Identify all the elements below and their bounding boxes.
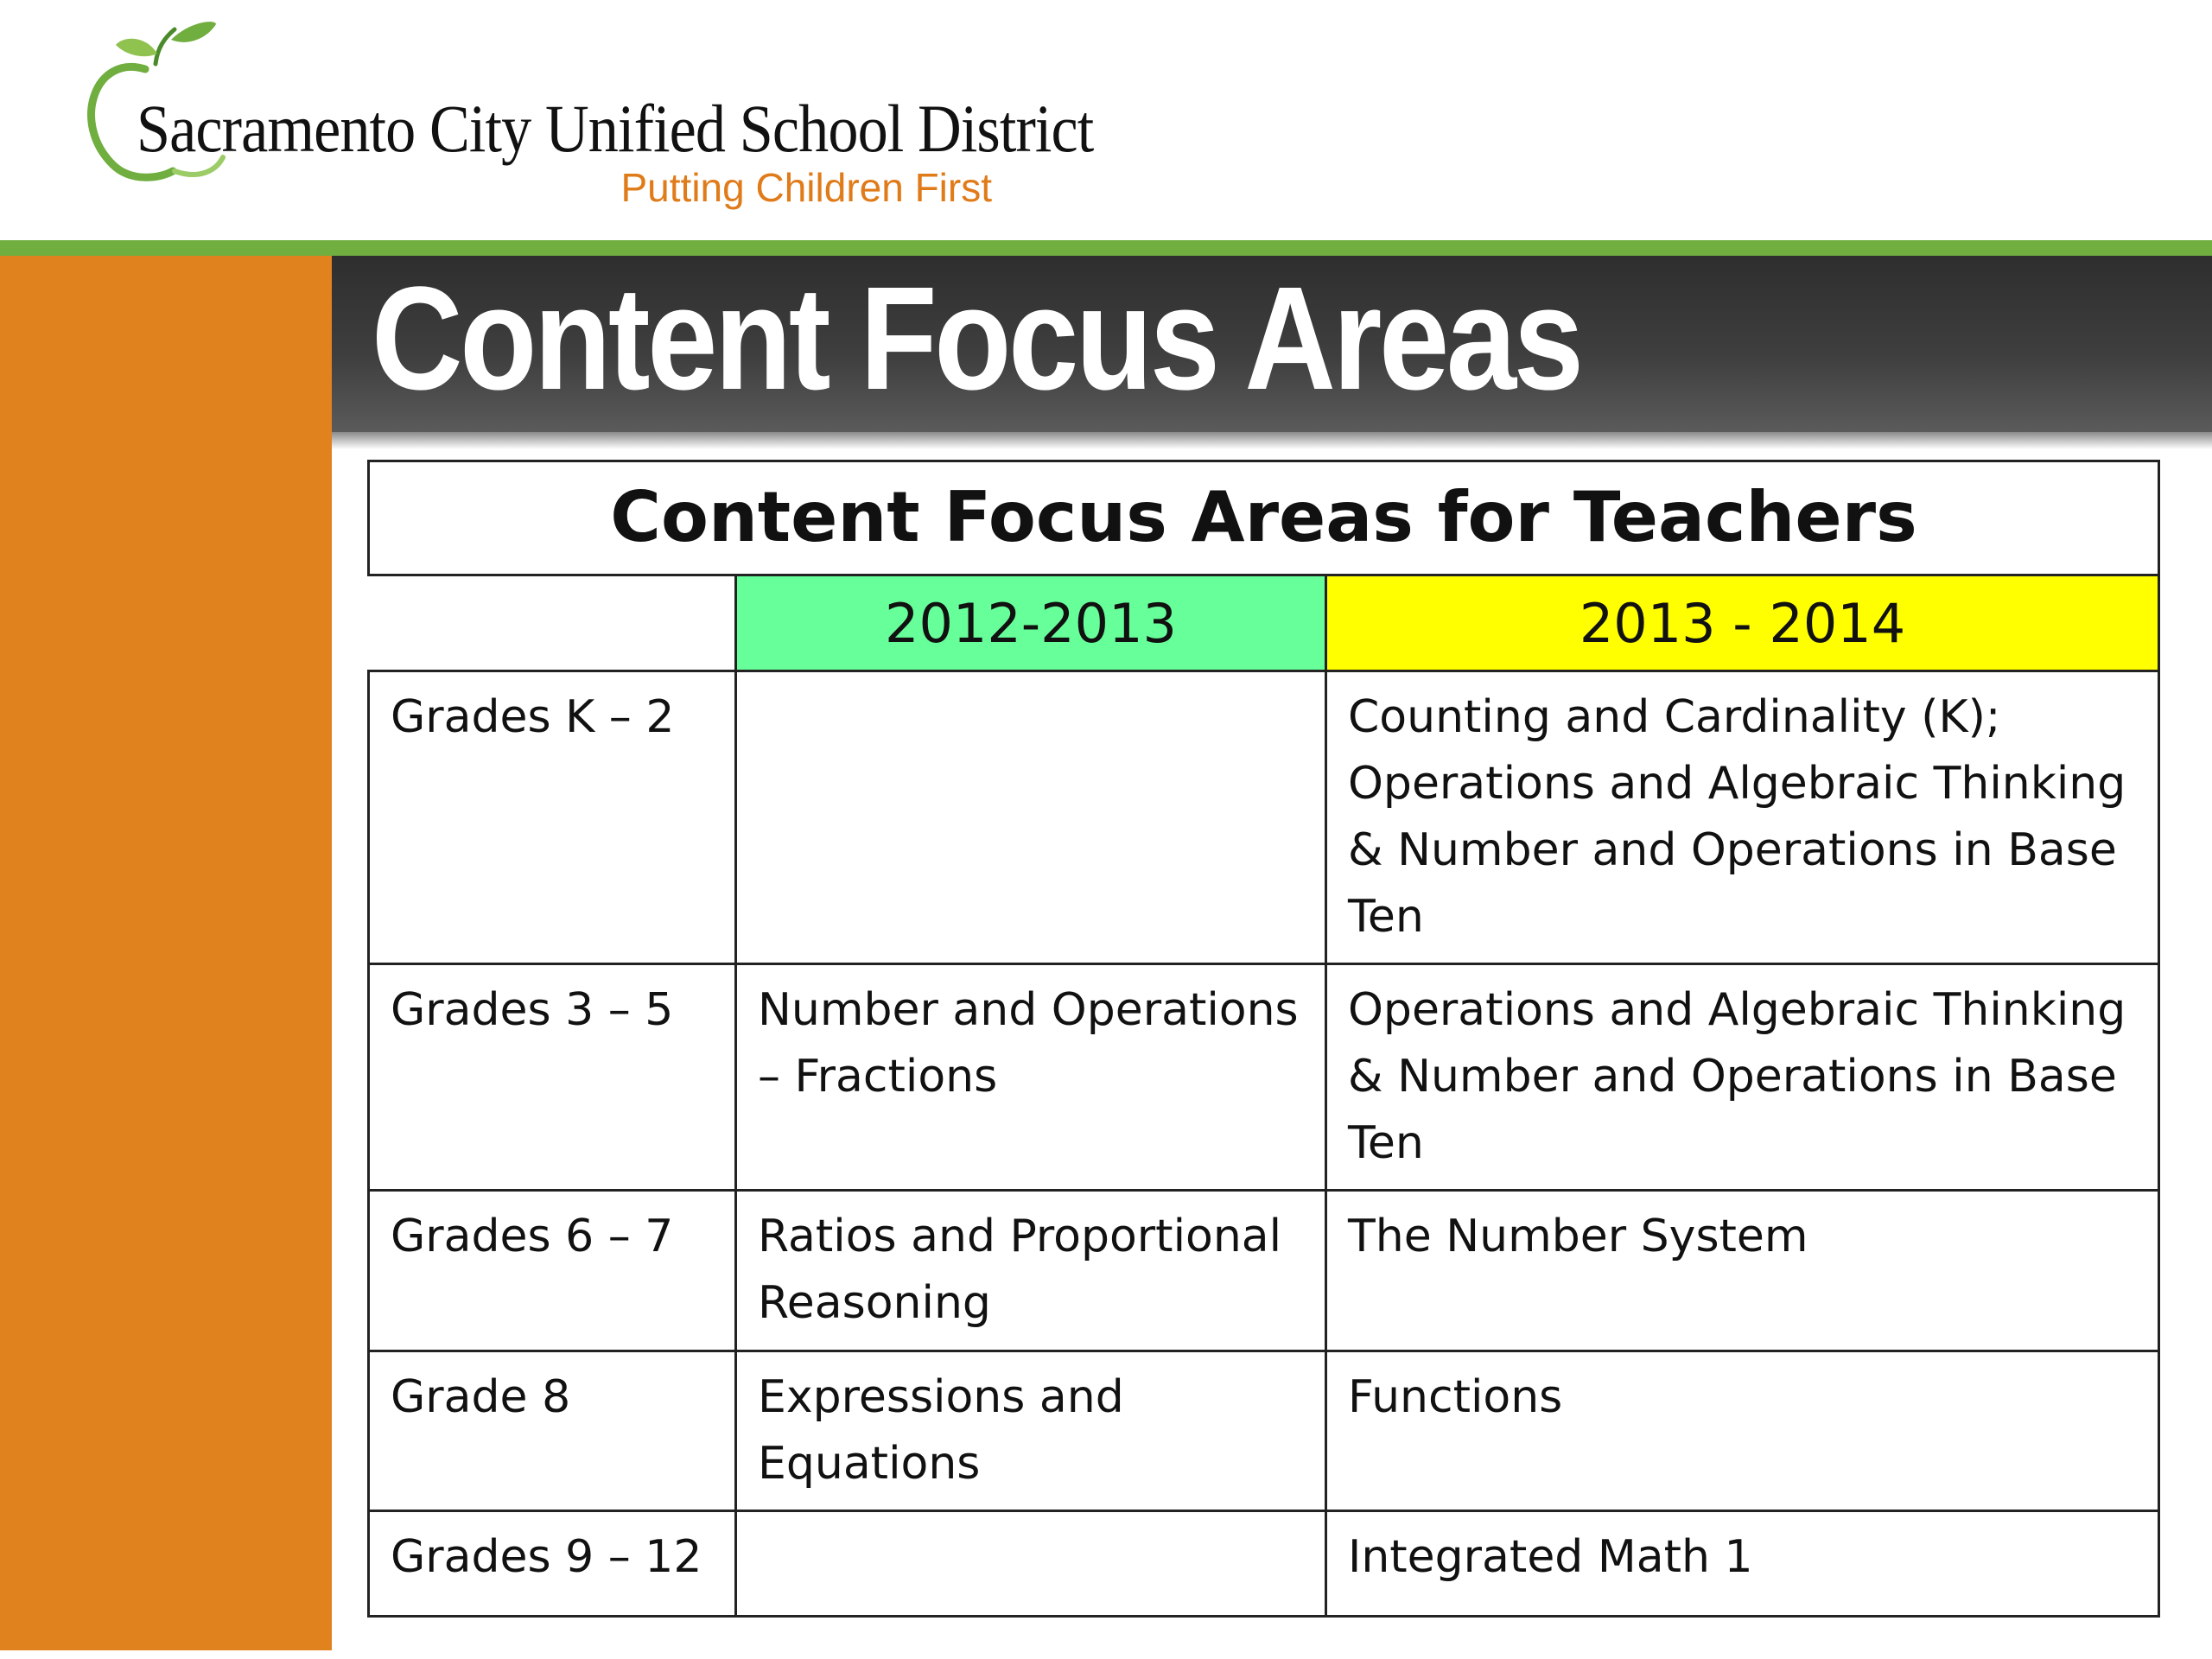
focus-2012-cell: Ratios and Proportional Reasoning	[736, 1191, 1326, 1351]
table-header-row	[369, 575, 2159, 671]
header	[0, 0, 2212, 240]
slide-title: Content Focus Areas	[372, 257, 1581, 421]
table-row	[369, 1351, 2159, 1511]
district-logo	[78, 19, 1094, 218]
table-row	[369, 671, 2159, 964]
title-banner-shadow	[332, 432, 2212, 449]
focus-2012-cell	[736, 1511, 1326, 1617]
grade-cell: Grades K – 2	[369, 671, 736, 964]
focus-2012-cell	[736, 671, 1326, 964]
focus-areas-table	[367, 460, 2160, 1618]
column-header-2012-2013: 2012-2013	[736, 575, 1326, 671]
focus-2013-cell: Operations and Algebraic Thinking & Number and Operations in Base Ten	[1326, 964, 2159, 1191]
focus-2013-cell: Integrated Math 1	[1326, 1511, 2159, 1617]
focus-2012-cell: Number and Operations – Fractions	[736, 964, 1326, 1191]
orange-side-bar	[0, 256, 332, 1650]
district-tagline: Putting Children First	[620, 165, 992, 210]
table-caption-row	[369, 461, 2159, 575]
table-row	[369, 1191, 2159, 1351]
focus-areas-table-container	[367, 460, 2158, 1618]
table-row	[369, 964, 2159, 1191]
table-caption: Content Focus Areas for Teachers	[369, 461, 2159, 575]
table-corner-cell	[369, 575, 736, 671]
focus-2012-cell: Expressions and Equations	[736, 1351, 1326, 1511]
focus-2013-cell: Functions	[1326, 1351, 2159, 1511]
district-name: Sacramento City Unified School District	[137, 91, 1094, 166]
focus-2013-cell: The Number System	[1326, 1191, 2159, 1351]
table-row	[369, 1511, 2159, 1617]
grade-cell: Grade 8	[369, 1351, 736, 1511]
grade-cell: Grades 3 – 5	[369, 964, 736, 1191]
grade-cell: Grades 9 – 12	[369, 1511, 736, 1617]
grade-cell: Grades 6 – 7	[369, 1191, 736, 1351]
column-header-2013-2014: 2013 - 2014	[1326, 575, 2159, 671]
focus-2013-cell: Counting and Cardinality (K); Operations and Algebraic Thinking & Number and Operations in Base Ten	[1326, 671, 2159, 964]
